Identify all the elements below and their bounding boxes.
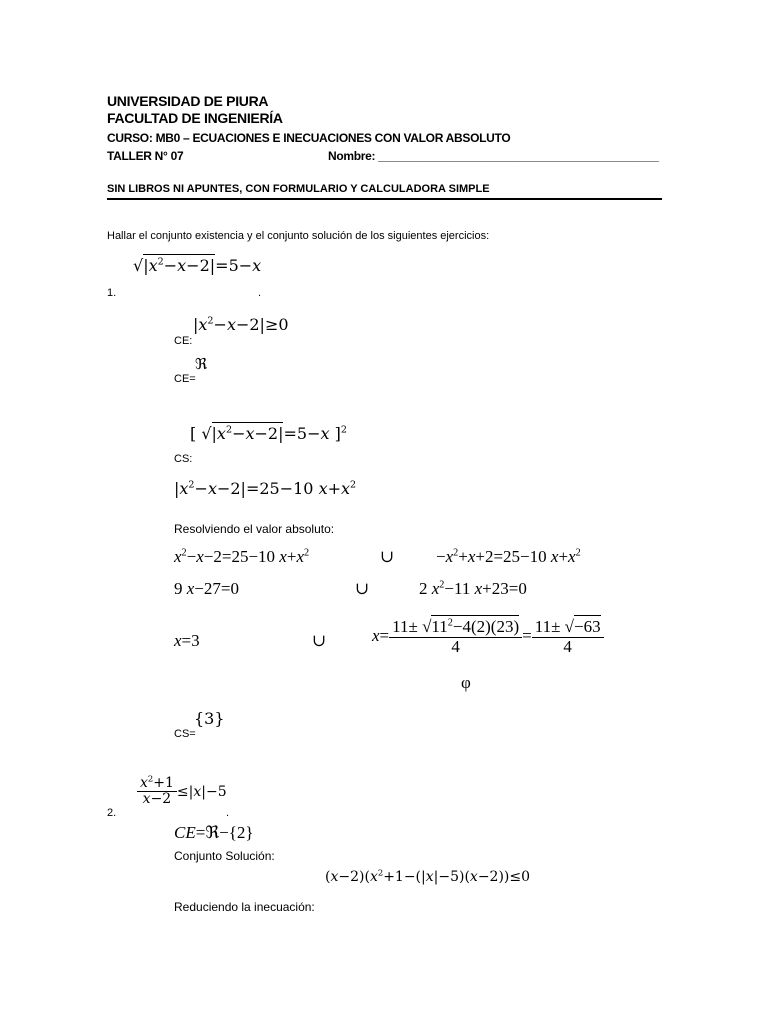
faculty-title: FACULTAD DE INGENIERÍA [107, 110, 283, 126]
union-symbol-1: ∪ [380, 547, 395, 566]
workshop-number: TALLER N° 07 [107, 149, 184, 163]
cs-eq-label: CS= [174, 728, 196, 740]
name-field: Nombre: ____________________________________________ [328, 149, 659, 163]
problem-1-equation: $√|x^2-x-2|=5-x$ [133, 256, 262, 275]
ce-value: ℜ [195, 357, 208, 373]
cs-squared-equation: [ $√|x^2-x-2|=5-x$ ]$^2$ [190, 424, 347, 443]
instruction-text: Hallar el conjunto existencia y el conjunto solución de los siguientes ejercicios: [107, 230, 490, 242]
problem-2-period: . [226, 807, 230, 819]
cs-value: {3} [194, 709, 225, 728]
union-symbol-3: ∪ [312, 631, 327, 650]
solution-label: Conjunto Solución: [174, 849, 275, 863]
course-title: CURSO: MB0 – ECUACIONES E INECUACIONES CON VALOR ABSOLUTO [107, 131, 511, 145]
reduce-label: Reduciendo la inecuación: [174, 900, 315, 914]
problem-2-factored-inequality: $(x-2)(x^2+1-(|x|-5)(x-2))\le 0$ [325, 867, 531, 885]
university-title: UNIVERSIDAD DE PIURA [107, 93, 269, 109]
cs-label: CS: [174, 453, 193, 465]
case-2-reduced: 2 $x^2-11$ x+23=0 [419, 579, 527, 598]
exam-rules: SIN LIBROS NI APUNTES, CON FORMULARIO Y CALCULADORA SIMPLE [107, 183, 490, 195]
case-1-reduced: 9 x−27=0 [174, 579, 239, 598]
header-divider [107, 198, 662, 200]
case-1-solution: x=3 [174, 631, 200, 650]
case-2-quadratic-formula: x= $\frac{11\pm √11^2-4(2)(23)}{4}$ = $\frac{11\pm √-63}{4}$ [372, 618, 604, 656]
problem-2-ce: CE=ℜ−{2} [174, 823, 254, 842]
ce-condition: $|x^2-x-2|\ge 0$ [193, 315, 289, 334]
case-2-equation: $-x^2+x+2=25-10$ $x+x^2$ [436, 547, 581, 566]
problem-1-number: 1. [107, 287, 117, 299]
union-symbol-2: ∪ [355, 579, 370, 598]
empty-set-symbol: φ [461, 673, 471, 692]
problem-1-period: . [258, 287, 262, 299]
ce-eq-label: CE= [174, 373, 196, 385]
ce-label: CE: [174, 335, 193, 347]
abs-equation-expanded: $|x^2-x-2|=25-10$ $x+x^2$ [174, 479, 357, 498]
case-1-equation: $x^2-x-2=25-10$ $x+x^2$ [174, 547, 310, 566]
resolve-text: Resolviendo el valor absoluto: [174, 522, 335, 536]
problem-2-number: 2. [107, 807, 117, 819]
problem-2-inequality: $\frac{x^2+1}{x-2}$ ≤|x|−5 [137, 776, 227, 808]
